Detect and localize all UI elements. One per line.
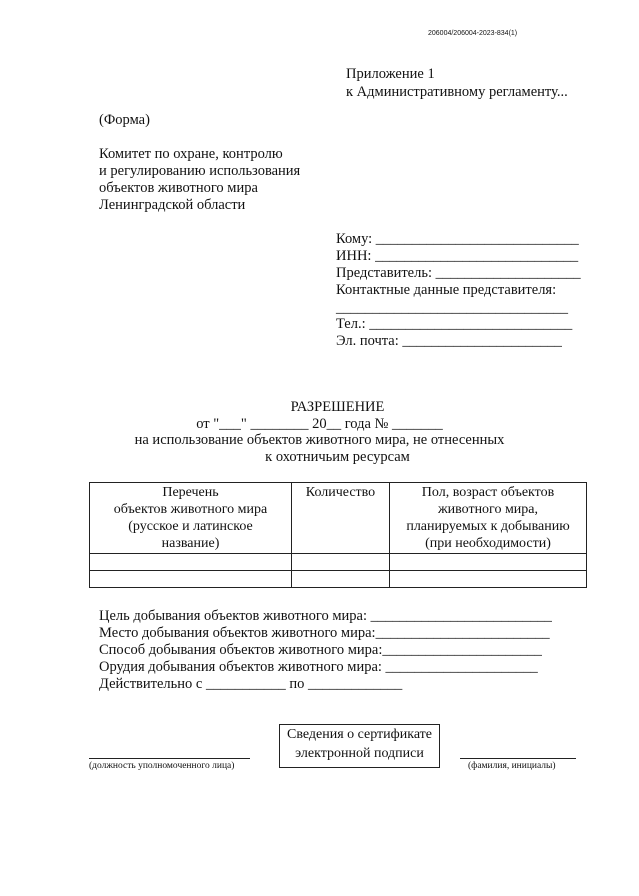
position-signature-line: [89, 758, 250, 759]
recipient-contacts-label: Контактные данные представителя:: [336, 282, 557, 298]
table-cell: [292, 571, 390, 588]
header-text: название): [161, 536, 220, 551]
title-date-number: от "___" ________ 20__ года № _______: [196, 416, 443, 432]
table-header-quantity: [292, 483, 390, 554]
form-label: (Форма): [99, 112, 150, 128]
recipient-representative: Представитель: ____________________: [336, 265, 581, 281]
recipient-email: Эл. почта: ______________________: [336, 333, 562, 349]
title-heading: РАЗРЕШЕНИЕ: [290, 399, 385, 415]
recipient-inn: ИНН: ____________________________: [336, 248, 579, 264]
e-signature-line-2: электронной подписи: [295, 746, 424, 761]
authority-line-2: и регулированию использования: [99, 163, 301, 179]
table-cell: [90, 571, 292, 588]
e-signature-box: [279, 724, 440, 768]
header-text: животного мира,: [437, 502, 539, 517]
appendix-line-2: к Административному регламенту...: [346, 84, 568, 100]
header-text: Количество: [305, 485, 376, 500]
table-header-sex-age: [390, 483, 587, 554]
table-cell: [390, 554, 587, 571]
field-tools: Орудия добывания объектов животного мира: _____________________: [99, 659, 538, 675]
table-cell: [292, 554, 390, 571]
field-validity: Действительно с ___________ по _____________: [99, 676, 403, 692]
appendix-line-1: Приложение 1: [346, 66, 435, 82]
field-method: Способ добывания объектов животного мира:______________________: [99, 642, 542, 658]
title-subtitle-2: к охотничьим ресурсам: [265, 449, 410, 465]
field-purpose: Цель добывания объектов животного мира: _________________________: [99, 608, 552, 624]
recipient-phone: Тел.: ____________________________: [336, 316, 573, 332]
position-caption: (должность уполномоченного лица): [89, 761, 235, 771]
authority-line-4: Ленинградской области: [99, 197, 246, 213]
authority-line-1: Комитет по охране, контролю: [99, 146, 283, 162]
header-text: (при необходимости): [425, 536, 551, 551]
table-row: [90, 554, 587, 571]
table-row: [90, 571, 587, 588]
header-text: планируемых к добыванию: [406, 519, 570, 534]
header-text: Перечень: [162, 485, 219, 500]
name-caption: (фамилия, инициалы): [468, 761, 556, 771]
header-text: (русское и латинское: [128, 519, 253, 534]
recipient-blank-line: ________________________________: [336, 300, 568, 316]
recipient-to: Кому: ____________________________: [336, 231, 579, 247]
objects-table: [89, 482, 587, 588]
e-signature-line-1: Сведения о сертификате: [286, 727, 433, 742]
authority-line-3: объектов животного мира: [99, 180, 258, 196]
header-text: объектов животного мира: [113, 502, 268, 517]
name-signature-line: [460, 758, 576, 759]
document-id: 206004/206004-2023-834(1): [428, 30, 518, 37]
table-cell: [390, 571, 587, 588]
table-header-row: [90, 483, 587, 554]
title-subtitle-1: на использование объектов животного мира, не отнесенных: [134, 432, 505, 448]
header-text: Пол, возраст объектов: [421, 485, 555, 500]
table-cell: [90, 554, 292, 571]
field-place: Место добывания объектов животного мира:________________________: [99, 625, 550, 641]
table-header-objects: [90, 483, 292, 554]
